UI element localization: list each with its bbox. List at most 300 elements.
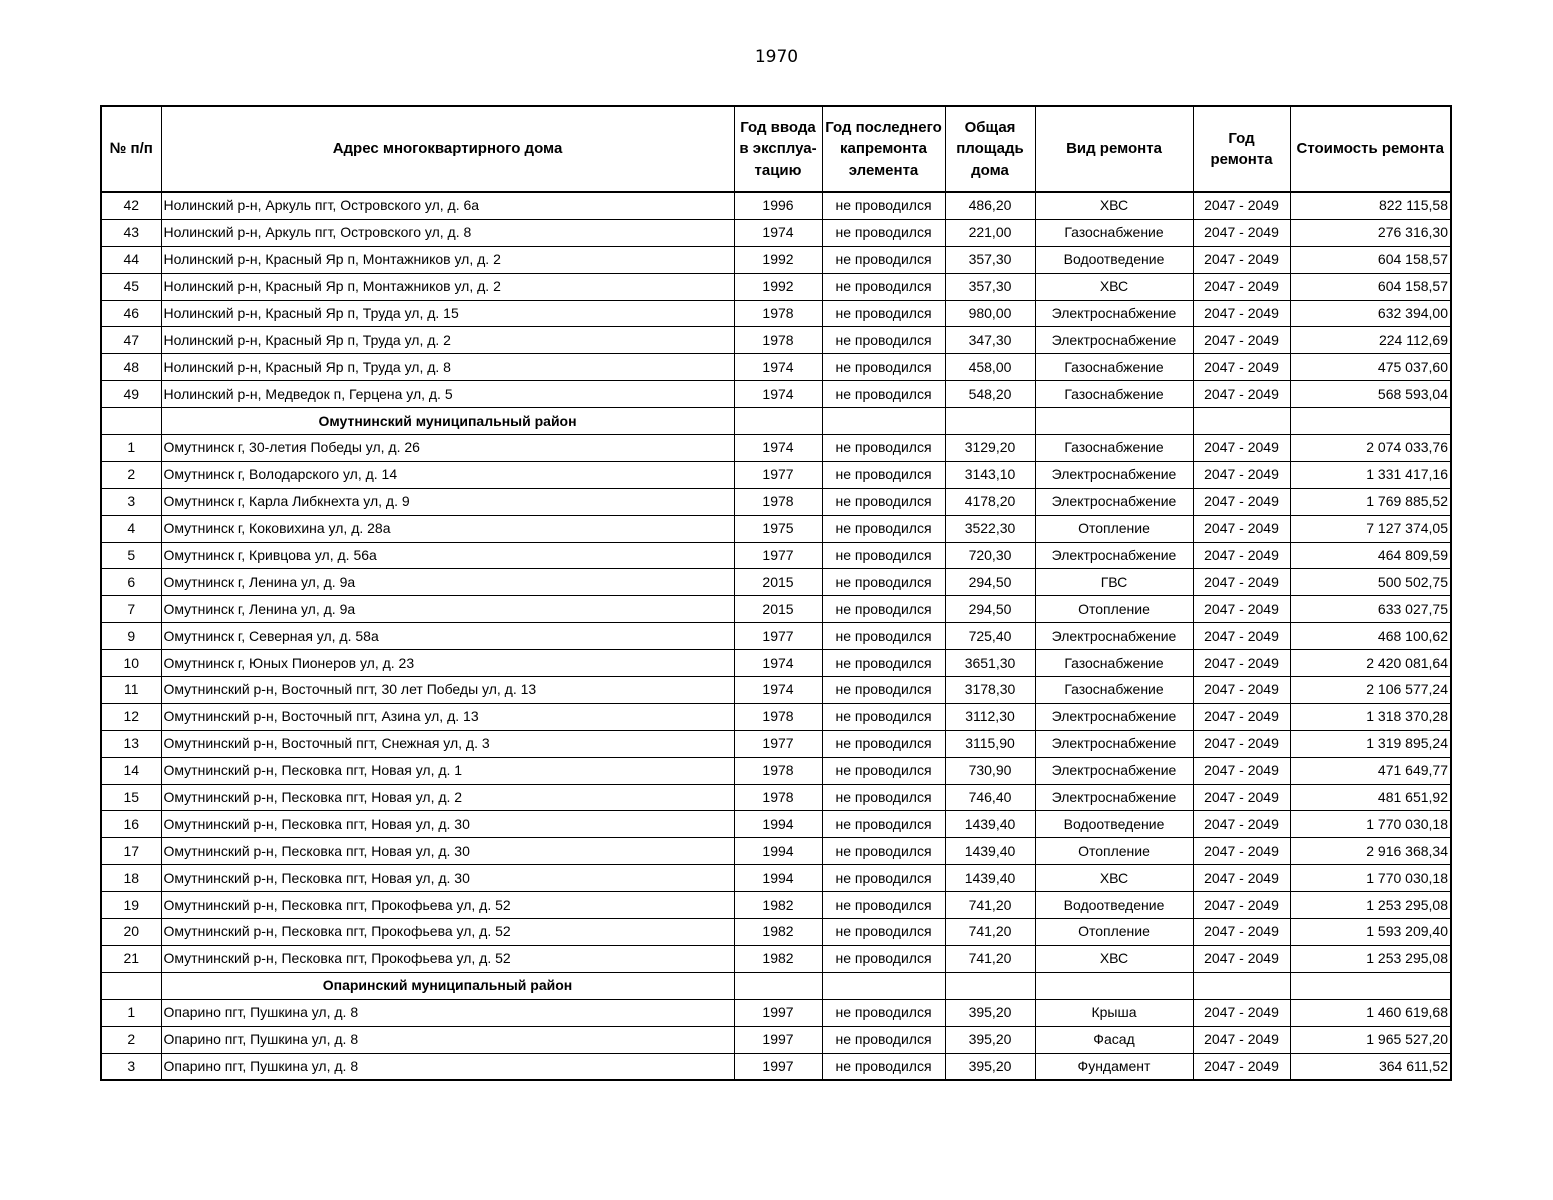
cell-area: 741,20	[945, 892, 1035, 919]
header-repair-year: Год ремонта	[1193, 106, 1290, 192]
cell-repair-year: 2047 - 2049	[1193, 246, 1290, 273]
cell-repair-type: Крыша	[1035, 999, 1193, 1026]
cell-cost: 1 253 295,08	[1290, 892, 1451, 919]
empty-cell	[822, 972, 945, 999]
cell-num: 10	[101, 650, 161, 677]
cell-last-repair: не проводился	[822, 488, 945, 515]
header-address: Адрес многоквартирного дома	[161, 106, 734, 192]
empty-cell	[1035, 972, 1193, 999]
cell-year-built: 1994	[734, 811, 822, 838]
cell-year-built: 1974	[734, 650, 822, 677]
cell-repair-year: 2047 - 2049	[1193, 650, 1290, 677]
cell-cost: 1 460 619,68	[1290, 999, 1451, 1026]
cell-address: Омутнинский р-н, Песковка пгт, Прокофьева ул, д. 52	[161, 945, 734, 972]
cell-area: 294,50	[945, 596, 1035, 623]
cell-address: Омутнинский р-н, Песковка пгт, Новая ул, д. 1	[161, 757, 734, 784]
cell-repair-year: 2047 - 2049	[1193, 461, 1290, 488]
table-row	[101, 838, 1451, 865]
cell-address: Омутнинск г, Коковихина ул, д. 28а	[161, 515, 734, 542]
cell-last-repair: не проводился	[822, 354, 945, 381]
cell-repair-year: 2047 - 2049	[1193, 811, 1290, 838]
cell-last-repair: не проводился	[822, 1026, 945, 1053]
table-row	[101, 300, 1451, 327]
cell-area: 357,30	[945, 273, 1035, 300]
cell-num: 17	[101, 838, 161, 865]
cell-address: Омутнинский р-н, Песковка пгт, Новая ул, д. 30	[161, 865, 734, 892]
cell-num: 1	[101, 999, 161, 1026]
section-title: Омутнинский муниципальный район	[161, 408, 734, 435]
cell-cost: 500 502,75	[1290, 569, 1451, 596]
cell-address: Нолинский р-н, Аркуль пгт, Островского ул, д. 8	[161, 219, 734, 246]
table-row	[101, 811, 1451, 838]
empty-cell	[1193, 972, 1290, 999]
cell-cost: 1 770 030,18	[1290, 811, 1451, 838]
cell-repair-type: Электроснабжение	[1035, 730, 1193, 757]
cell-repair-year: 2047 - 2049	[1193, 784, 1290, 811]
empty-cell	[101, 972, 161, 999]
cell-cost: 1 318 370,28	[1290, 703, 1451, 730]
cell-address: Нолинский р-н, Медведок п, Герцена ул, д. 5	[161, 381, 734, 408]
table-row	[101, 784, 1451, 811]
cell-cost: 1 319 895,24	[1290, 730, 1451, 757]
table-row	[101, 327, 1451, 354]
cell-num: 11	[101, 677, 161, 704]
cell-area: 1439,40	[945, 838, 1035, 865]
table-row	[101, 569, 1451, 596]
cell-last-repair: не проводился	[822, 542, 945, 569]
cell-repair-year: 2047 - 2049	[1193, 757, 1290, 784]
cell-year-built: 1974	[734, 219, 822, 246]
cell-last-repair: не проводился	[822, 919, 945, 946]
cell-address: Омутнинск г, Северная ул, д. 58а	[161, 623, 734, 650]
cell-address: Омутнинск г, 30-летия Победы ул, д. 26	[161, 435, 734, 462]
cell-area: 1439,40	[945, 865, 1035, 892]
cell-last-repair: не проводился	[822, 461, 945, 488]
cell-repair-year: 2047 - 2049	[1193, 892, 1290, 919]
cell-repair-year: 2047 - 2049	[1193, 515, 1290, 542]
cell-repair-type: Газоснабжение	[1035, 650, 1193, 677]
cell-num: 5	[101, 542, 161, 569]
cell-address: Нолинский р-н, Красный Яр п, Труда ул, д. 8	[161, 354, 734, 381]
cell-repair-type: Отопление	[1035, 596, 1193, 623]
cell-last-repair: не проводился	[822, 1053, 945, 1080]
cell-repair-type: Водоотведение	[1035, 892, 1193, 919]
cell-area: 746,40	[945, 784, 1035, 811]
cell-repair-type: Газоснабжение	[1035, 354, 1193, 381]
table-row	[101, 596, 1451, 623]
cell-repair-year: 2047 - 2049	[1193, 569, 1290, 596]
cell-area: 741,20	[945, 945, 1035, 972]
cell-address: Омутнинский р-н, Песковка пгт, Новая ул, д. 30	[161, 838, 734, 865]
empty-cell	[1035, 408, 1193, 435]
cell-last-repair: не проводился	[822, 650, 945, 677]
repair-schedule-table	[100, 105, 1452, 1081]
table-row	[101, 246, 1451, 273]
table-row	[101, 650, 1451, 677]
cell-address: Нолинский р-н, Красный Яр п, Монтажников ул, д. 2	[161, 273, 734, 300]
cell-address: Омутнинский р-н, Восточный пгт, Снежная ул, д. 3	[161, 730, 734, 757]
cell-cost: 2 074 033,76	[1290, 435, 1451, 462]
cell-area: 221,00	[945, 219, 1035, 246]
cell-address: Омутнинский р-н, Песковка пгт, Новая ул, д. 30	[161, 811, 734, 838]
cell-repair-type: ГВС	[1035, 569, 1193, 596]
empty-cell	[101, 408, 161, 435]
page-number: 1970	[754, 47, 799, 67]
cell-num: 3	[101, 1053, 161, 1080]
cell-year-built: 1994	[734, 838, 822, 865]
cell-year-built: 1974	[734, 677, 822, 704]
cell-num: 7	[101, 596, 161, 623]
header-year-built: Год ввода в эксплуа-тацию	[734, 106, 822, 192]
cell-num: 45	[101, 273, 161, 300]
cell-last-repair: не проводился	[822, 945, 945, 972]
section-row	[101, 408, 1451, 435]
cell-year-built: 1974	[734, 354, 822, 381]
cell-year-built: 1978	[734, 784, 822, 811]
cell-area: 3178,30	[945, 677, 1035, 704]
cell-num: 13	[101, 730, 161, 757]
cell-address: Омутнинск г, Кривцова ул, д. 56а	[161, 542, 734, 569]
cell-repair-type: Электроснабжение	[1035, 784, 1193, 811]
cell-year-built: 1978	[734, 327, 822, 354]
empty-cell	[1193, 408, 1290, 435]
cell-last-repair: не проводился	[822, 811, 945, 838]
cell-area: 395,20	[945, 1026, 1035, 1053]
cell-last-repair: не проводился	[822, 569, 945, 596]
cell-year-built: 1997	[734, 999, 822, 1026]
cell-year-built: 1992	[734, 273, 822, 300]
empty-cell	[945, 972, 1035, 999]
cell-area: 980,00	[945, 300, 1035, 327]
cell-repair-type: Водоотведение	[1035, 246, 1193, 273]
cell-repair-year: 2047 - 2049	[1193, 488, 1290, 515]
cell-year-built: 1992	[734, 246, 822, 273]
cell-repair-type: Электроснабжение	[1035, 623, 1193, 650]
cell-repair-type: Электроснабжение	[1035, 327, 1193, 354]
table-row	[101, 461, 1451, 488]
cell-repair-type: Газоснабжение	[1035, 677, 1193, 704]
table-row	[101, 703, 1451, 730]
cell-year-built: 2015	[734, 596, 822, 623]
table-row	[101, 865, 1451, 892]
cell-cost: 568 593,04	[1290, 381, 1451, 408]
cell-last-repair: не проводился	[822, 273, 945, 300]
cell-repair-year: 2047 - 2049	[1193, 623, 1290, 650]
table-row	[101, 999, 1451, 1026]
cell-repair-year: 2047 - 2049	[1193, 381, 1290, 408]
header-last-repair: Год последнего капремонта элемента	[822, 106, 945, 192]
cell-area: 720,30	[945, 542, 1035, 569]
cell-repair-year: 2047 - 2049	[1193, 945, 1290, 972]
cell-address: Опарино пгт, Пушкина ул, д. 8	[161, 999, 734, 1026]
cell-last-repair: не проводился	[822, 677, 945, 704]
section-row	[101, 972, 1451, 999]
cell-num: 9	[101, 623, 161, 650]
cell-last-repair: не проводился	[822, 435, 945, 462]
cell-repair-type: ХВС	[1035, 192, 1193, 219]
cell-num: 3	[101, 488, 161, 515]
cell-year-built: 1978	[734, 703, 822, 730]
cell-area: 3112,30	[945, 703, 1035, 730]
cell-repair-type: Электроснабжение	[1035, 300, 1193, 327]
cell-num: 49	[101, 381, 161, 408]
cell-repair-year: 2047 - 2049	[1193, 1053, 1290, 1080]
cell-cost: 2 916 368,34	[1290, 838, 1451, 865]
cell-repair-year: 2047 - 2049	[1193, 677, 1290, 704]
cell-last-repair: не проводился	[822, 730, 945, 757]
cell-address: Омутнинский р-н, Песковка пгт, Прокофьева ул, д. 52	[161, 892, 734, 919]
cell-year-built: 1982	[734, 892, 822, 919]
cell-cost: 632 394,00	[1290, 300, 1451, 327]
cell-last-repair: не проводился	[822, 892, 945, 919]
cell-repair-year: 2047 - 2049	[1193, 192, 1290, 219]
cell-cost: 364 611,52	[1290, 1053, 1451, 1080]
cell-area: 3651,30	[945, 650, 1035, 677]
cell-repair-year: 2047 - 2049	[1193, 999, 1290, 1026]
table-row	[101, 1026, 1451, 1053]
cell-cost: 1 770 030,18	[1290, 865, 1451, 892]
cell-address: Нолинский р-н, Аркуль пгт, Островского ул, д. 6а	[161, 192, 734, 219]
cell-last-repair: не проводился	[822, 300, 945, 327]
cell-num: 2	[101, 1026, 161, 1053]
table-row	[101, 273, 1451, 300]
cell-last-repair: не проводился	[822, 623, 945, 650]
cell-num: 15	[101, 784, 161, 811]
cell-year-built: 1974	[734, 435, 822, 462]
cell-cost: 464 809,59	[1290, 542, 1451, 569]
cell-address: Нолинский р-н, Красный Яр п, Труда ул, д. 15	[161, 300, 734, 327]
table-header	[101, 106, 1451, 192]
cell-address: Омутнинск г, Юных Пионеров ул, д. 23	[161, 650, 734, 677]
empty-cell	[734, 972, 822, 999]
cell-repair-type: ХВС	[1035, 945, 1193, 972]
cell-num: 4	[101, 515, 161, 542]
cell-repair-type: Водоотведение	[1035, 811, 1193, 838]
header-area: Общая площадь дома	[945, 106, 1035, 192]
cell-year-built: 1975	[734, 515, 822, 542]
table-row	[101, 757, 1451, 784]
cell-repair-year: 2047 - 2049	[1193, 354, 1290, 381]
cell-repair-type: Отопление	[1035, 515, 1193, 542]
cell-repair-type: Газоснабжение	[1035, 219, 1193, 246]
cell-area: 730,90	[945, 757, 1035, 784]
cell-last-repair: не проводился	[822, 327, 945, 354]
cell-area: 3115,90	[945, 730, 1035, 757]
cell-repair-type: Электроснабжение	[1035, 542, 1193, 569]
cell-cost: 1 965 527,20	[1290, 1026, 1451, 1053]
cell-num: 16	[101, 811, 161, 838]
table-row	[101, 677, 1451, 704]
cell-area: 3143,10	[945, 461, 1035, 488]
empty-cell	[945, 408, 1035, 435]
cell-repair-type: ХВС	[1035, 273, 1193, 300]
cell-area: 395,20	[945, 1053, 1035, 1080]
table-row	[101, 945, 1451, 972]
cell-num: 1	[101, 435, 161, 462]
table-row	[101, 919, 1451, 946]
cell-address: Омутнинск г, Ленина ул, д. 9а	[161, 596, 734, 623]
cell-num: 42	[101, 192, 161, 219]
cell-cost: 604 158,57	[1290, 246, 1451, 273]
cell-cost: 2 106 577,24	[1290, 677, 1451, 704]
cell-num: 20	[101, 919, 161, 946]
cell-repair-year: 2047 - 2049	[1193, 1026, 1290, 1053]
cell-area: 725,40	[945, 623, 1035, 650]
cell-year-built: 1994	[734, 865, 822, 892]
cell-area: 357,30	[945, 246, 1035, 273]
cell-last-repair: не проводился	[822, 246, 945, 273]
cell-repair-type: Электроснабжение	[1035, 461, 1193, 488]
table-row	[101, 219, 1451, 246]
empty-cell	[1290, 408, 1451, 435]
cell-address: Омутнинск г, Карла Либкнехта ул, д. 9	[161, 488, 734, 515]
cell-repair-year: 2047 - 2049	[1193, 865, 1290, 892]
section-title: Опаринский муниципальный район	[161, 972, 734, 999]
cell-year-built: 1977	[734, 623, 822, 650]
cell-last-repair: не проводился	[822, 784, 945, 811]
cell-num: 18	[101, 865, 161, 892]
cell-last-repair: не проводился	[822, 703, 945, 730]
cell-repair-year: 2047 - 2049	[1193, 219, 1290, 246]
table-row	[101, 515, 1451, 542]
cell-area: 294,50	[945, 569, 1035, 596]
cell-year-built: 1996	[734, 192, 822, 219]
cell-num: 44	[101, 246, 161, 273]
cell-cost: 1 593 209,40	[1290, 919, 1451, 946]
cell-repair-year: 2047 - 2049	[1193, 300, 1290, 327]
cell-repair-year: 2047 - 2049	[1193, 327, 1290, 354]
cell-last-repair: не проводился	[822, 219, 945, 246]
cell-num: 47	[101, 327, 161, 354]
cell-address: Омутнинский р-н, Песковка пгт, Прокофьева ул, д. 52	[161, 919, 734, 946]
cell-year-built: 1977	[734, 461, 822, 488]
table-row	[101, 435, 1451, 462]
cell-num: 21	[101, 945, 161, 972]
cell-area: 548,20	[945, 381, 1035, 408]
cell-repair-year: 2047 - 2049	[1193, 596, 1290, 623]
cell-address: Омутнинский р-н, Восточный пгт, 30 лет Победы ул, д. 13	[161, 677, 734, 704]
cell-repair-year: 2047 - 2049	[1193, 703, 1290, 730]
cell-repair-type: Электроснабжение	[1035, 757, 1193, 784]
cell-year-built: 1978	[734, 488, 822, 515]
cell-repair-type: Газоснабжение	[1035, 381, 1193, 408]
cell-num: 46	[101, 300, 161, 327]
cell-address: Омутнинский р-н, Песковка пгт, Новая ул, д. 2	[161, 784, 734, 811]
cell-cost: 604 158,57	[1290, 273, 1451, 300]
cell-num: 43	[101, 219, 161, 246]
cell-repair-type: Электроснабжение	[1035, 703, 1193, 730]
cell-area: 4178,20	[945, 488, 1035, 515]
cell-cost: 475 037,60	[1290, 354, 1451, 381]
cell-cost: 7 127 374,05	[1290, 515, 1451, 542]
cell-repair-type: Фасад	[1035, 1026, 1193, 1053]
table-row	[101, 192, 1451, 219]
cell-year-built: 1997	[734, 1026, 822, 1053]
cell-repair-type: Газоснабжение	[1035, 435, 1193, 462]
cell-area: 395,20	[945, 999, 1035, 1026]
cell-repair-year: 2047 - 2049	[1193, 919, 1290, 946]
empty-cell	[822, 408, 945, 435]
cell-num: 6	[101, 569, 161, 596]
header-cost: Стоимость ремонта	[1290, 106, 1451, 192]
cell-cost: 1 769 885,52	[1290, 488, 1451, 515]
cell-last-repair: не проводился	[822, 838, 945, 865]
empty-cell	[1290, 972, 1451, 999]
cell-address: Нолинский р-н, Красный Яр п, Монтажников ул, д. 2	[161, 246, 734, 273]
header-num: № п/п	[101, 106, 161, 192]
cell-year-built: 1974	[734, 381, 822, 408]
cell-cost: 276 316,30	[1290, 219, 1451, 246]
cell-cost: 468 100,62	[1290, 623, 1451, 650]
cell-repair-year: 2047 - 2049	[1193, 730, 1290, 757]
cell-cost: 822 115,58	[1290, 192, 1451, 219]
cell-cost: 1 331 417,16	[1290, 461, 1451, 488]
cell-address: Омутнинск г, Ленина ул, д. 9а	[161, 569, 734, 596]
cell-last-repair: не проводился	[822, 381, 945, 408]
cell-year-built: 1977	[734, 542, 822, 569]
cell-address: Омутнинский р-н, Восточный пгт, Азина ул, д. 13	[161, 703, 734, 730]
table-row	[101, 892, 1451, 919]
table-row	[101, 381, 1451, 408]
cell-area: 347,30	[945, 327, 1035, 354]
cell-year-built: 1978	[734, 300, 822, 327]
cell-repair-year: 2047 - 2049	[1193, 273, 1290, 300]
table-row	[101, 488, 1451, 515]
cell-last-repair: не проводился	[822, 596, 945, 623]
table-row	[101, 542, 1451, 569]
cell-repair-type: Отопление	[1035, 919, 1193, 946]
cell-address: Опарино пгт, Пушкина ул, д. 8	[161, 1053, 734, 1080]
cell-cost: 2 420 081,64	[1290, 650, 1451, 677]
cell-cost: 1 253 295,08	[1290, 945, 1451, 972]
cell-area: 741,20	[945, 919, 1035, 946]
table-row	[101, 354, 1451, 381]
cell-last-repair: не проводился	[822, 515, 945, 542]
cell-year-built: 1982	[734, 919, 822, 946]
cell-repair-year: 2047 - 2049	[1193, 435, 1290, 462]
table-row	[101, 1053, 1451, 1080]
cell-area: 3129,20	[945, 435, 1035, 462]
cell-area: 458,00	[945, 354, 1035, 381]
cell-num: 14	[101, 757, 161, 784]
table-row	[101, 730, 1451, 757]
cell-cost: 633 027,75	[1290, 596, 1451, 623]
cell-year-built: 1982	[734, 945, 822, 972]
cell-last-repair: не проводился	[822, 192, 945, 219]
empty-cell	[734, 408, 822, 435]
cell-cost: 224 112,69	[1290, 327, 1451, 354]
cell-area: 486,20	[945, 192, 1035, 219]
cell-year-built: 1977	[734, 730, 822, 757]
cell-address: Опарино пгт, Пушкина ул, д. 8	[161, 1026, 734, 1053]
cell-cost: 481 651,92	[1290, 784, 1451, 811]
cell-year-built: 1978	[734, 757, 822, 784]
table-body	[101, 192, 1451, 1080]
cell-area: 3522,30	[945, 515, 1035, 542]
cell-repair-type: Электроснабжение	[1035, 488, 1193, 515]
cell-area: 1439,40	[945, 811, 1035, 838]
cell-num: 19	[101, 892, 161, 919]
cell-num: 2	[101, 461, 161, 488]
cell-year-built: 1997	[734, 1053, 822, 1080]
cell-year-built: 2015	[734, 569, 822, 596]
table-row	[101, 623, 1451, 650]
cell-repair-type: ХВС	[1035, 865, 1193, 892]
cell-last-repair: не проводился	[822, 757, 945, 784]
header-repair-type: Вид ремонта	[1035, 106, 1193, 192]
cell-address: Нолинский р-н, Красный Яр п, Труда ул, д. 2	[161, 327, 734, 354]
cell-repair-type: Фундамент	[1035, 1053, 1193, 1080]
